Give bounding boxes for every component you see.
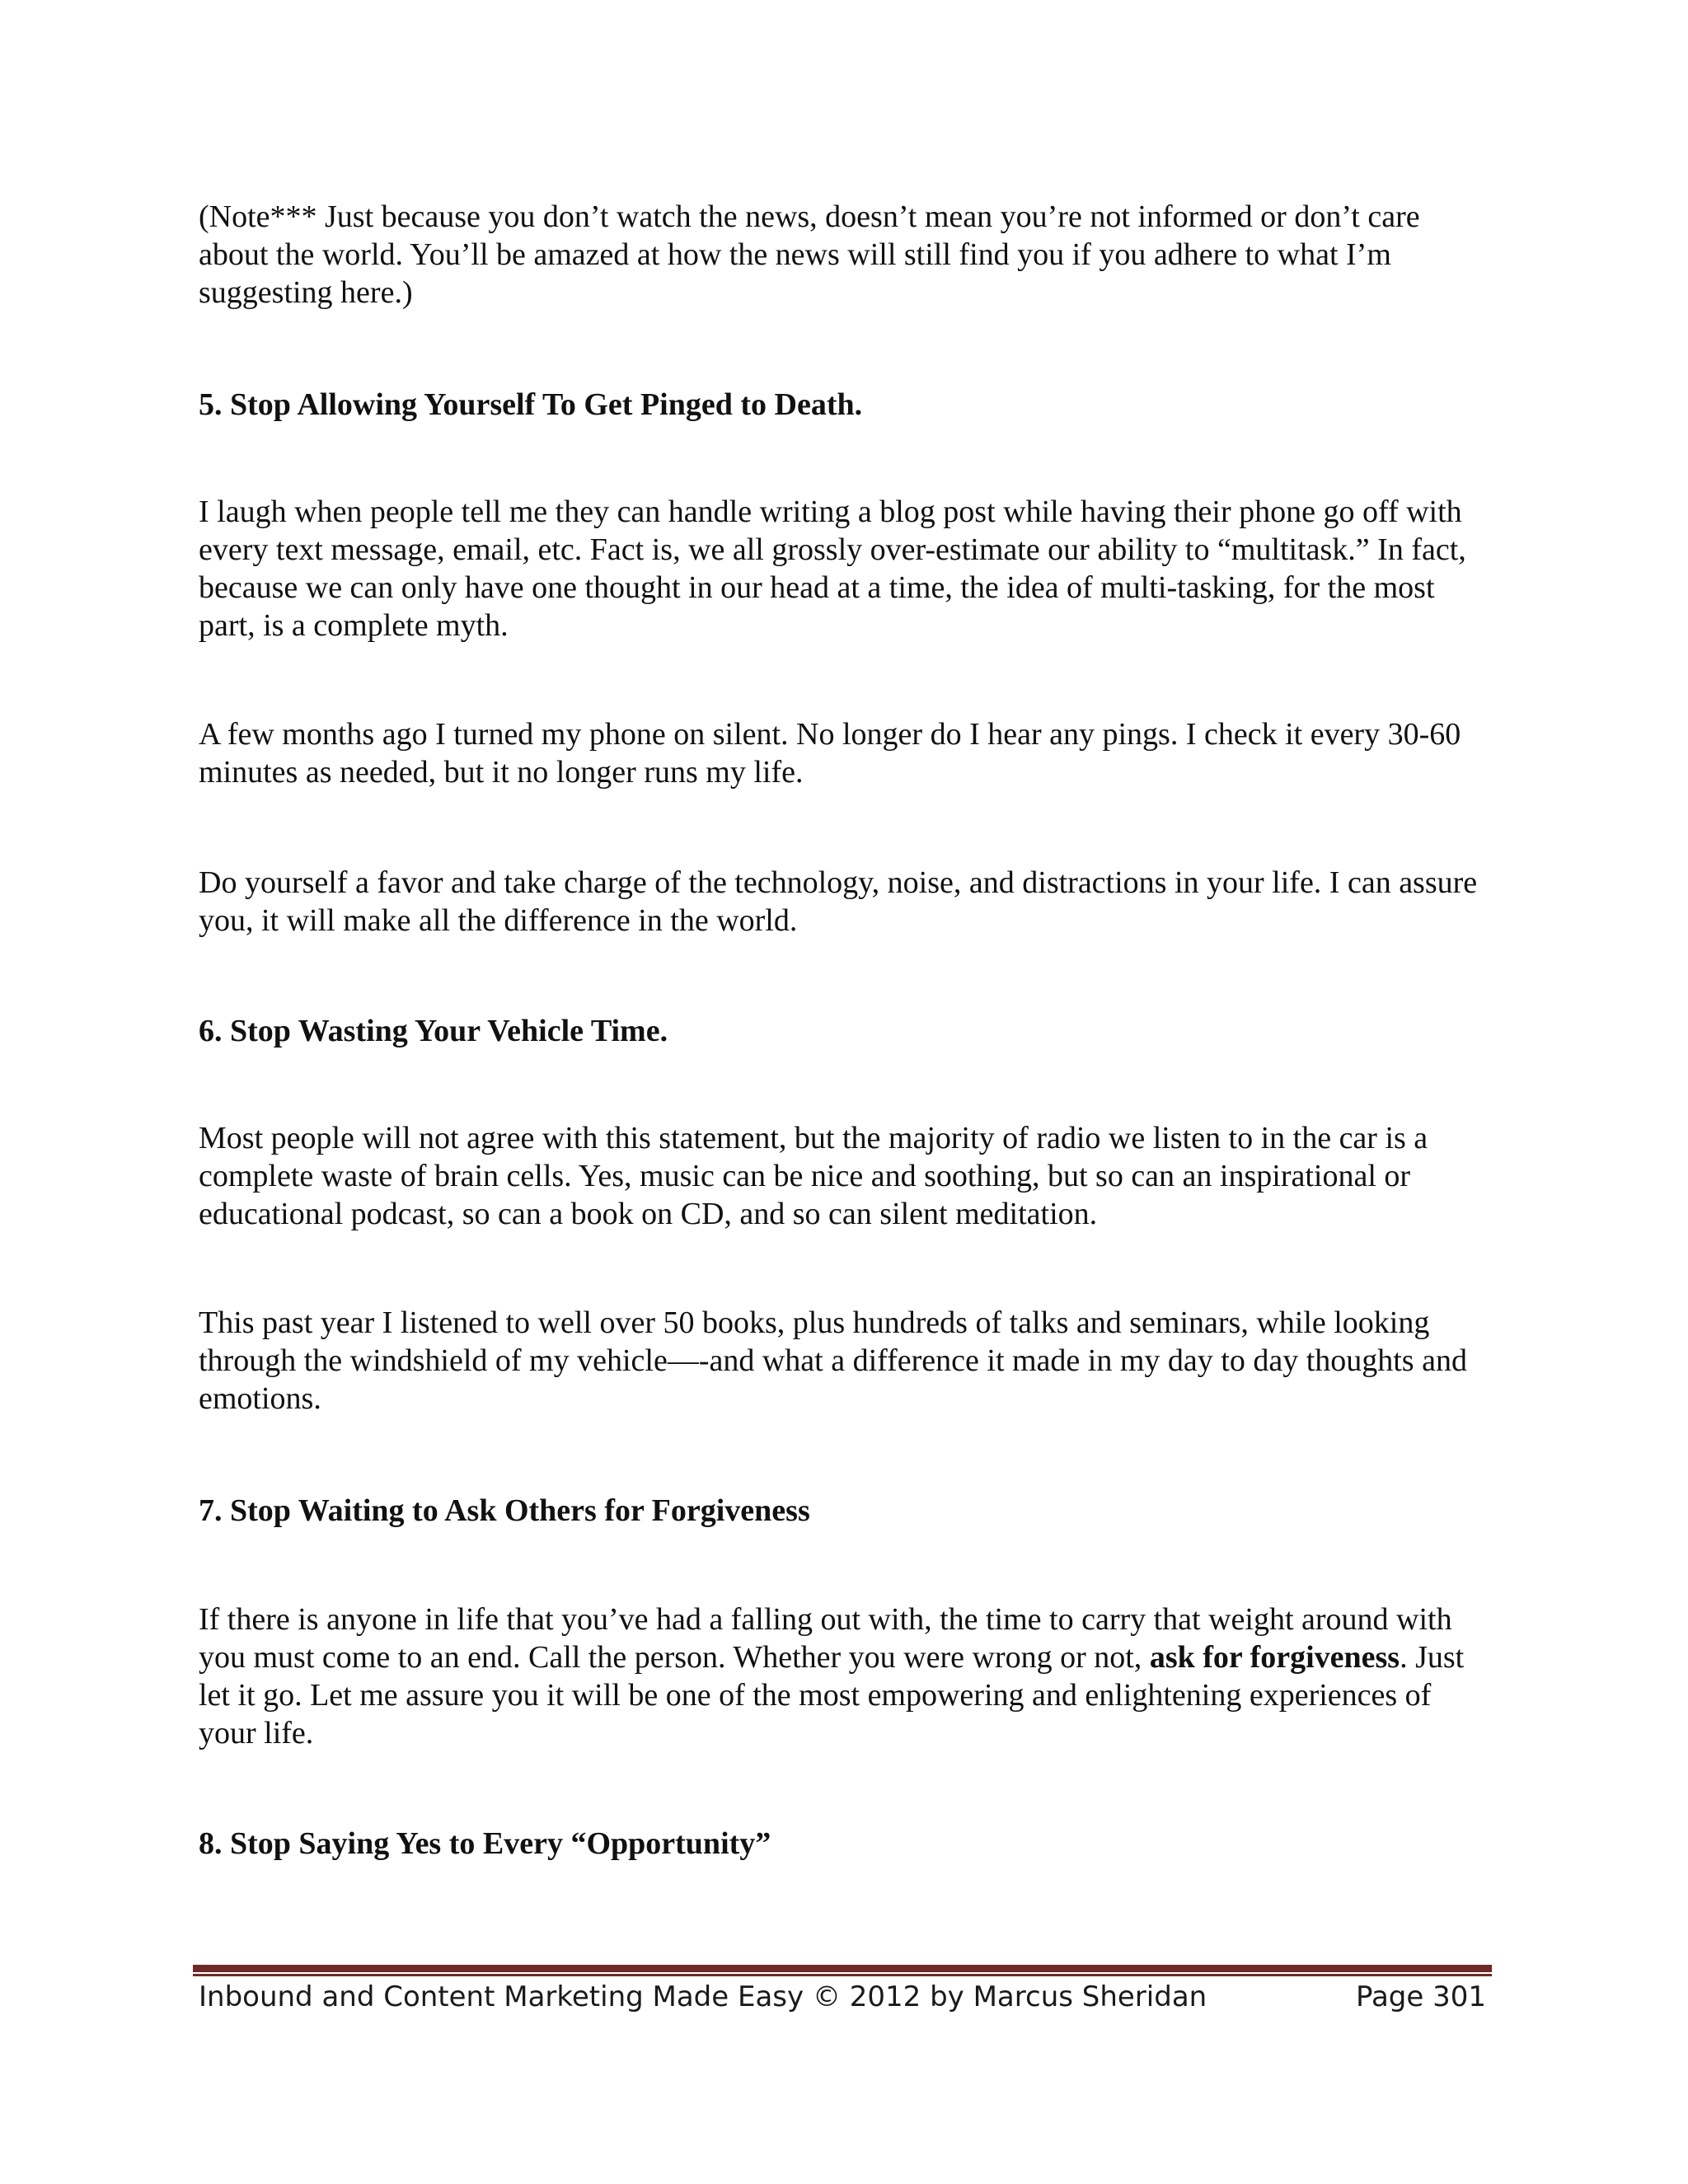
footer-page-number: Page 301	[1355, 1980, 1486, 2013]
note-paragraph: (Note*** Just because you don’t watch the news, doesn’t mean you’re not informed or don’t care about the world. You’ll be amazed at how the news will still find you if you adhere to what I’m suggesting here.)	[199, 199, 1420, 310]
footer-divider	[193, 1965, 1492, 1976]
section-heading-8: 8. Stop Saying Yes to Every “Opportunity”	[199, 1826, 771, 1861]
section-7-text-after: . Just let it go. Let me assure you it will be one of the most empowering and enlightening experiences of your life.	[199, 1640, 1465, 1750]
section-5-paragraph-1: I laugh when people tell me they can handle writing a blog post while having their phone go off with every text message, email, etc. Fact is, we all grossly over-estimate our ability to “multitask.” In fact, because we can only have one thought in our head at a time, the idea of multi-tasking, for the most part, is a complete myth.	[199, 494, 1466, 643]
section-7-text-bold: ask for forgiveness	[1149, 1640, 1400, 1675]
section-6-paragraph-1: Most people will not agree with this statement, but the majority of radio we listen to in the car is a complete waste of brain cells. Yes, music can be nice and soothing, but so can an inspirational or educational podcast, so can a book on CD, and so can silent meditation.	[199, 1121, 1428, 1231]
section-heading-5: 5. Stop Allowing Yourself To Get Pinged to Death.	[199, 387, 863, 422]
section-7-paragraph-1	[199, 1601, 1484, 1752]
section-heading-7: 7. Stop Waiting to Ask Others for Forgiveness	[199, 1493, 810, 1528]
section-heading-6: 6. Stop Wasting Your Vehicle Time.	[199, 1014, 668, 1048]
section-5-paragraph-3: Do yourself a favor and take charge of the technology, noise, and distractions in your life. I can assure you, it will make all the difference in the world.	[199, 865, 1478, 938]
footer-divider-thick	[193, 1965, 1492, 1972]
section-5-paragraph-2: A few months ago I turned my phone on silent. No longer do I hear any pings. I check it every 30-60 minutes as needed, but it no longer runs my life.	[199, 717, 1461, 790]
footer-book-title: Inbound and Content Marketing Made Easy © 2012 by Marcus Sheridan	[199, 1980, 1207, 2013]
section-7-text-before: If there is anyone in life that you’ve had a falling out with, the time to carry that weight around with you must come to an end. Call the person. Whether you were wrong or not,	[199, 1602, 1452, 1675]
footer-divider-thin	[193, 1974, 1492, 1976]
section-6-paragraph-2: This past year I listened to well over 50 books, plus hundreds of talks and seminars, while looking through the windshield of my vehicle—-and what a difference it made in my day to day thoughts and emotions.	[199, 1305, 1467, 1416]
